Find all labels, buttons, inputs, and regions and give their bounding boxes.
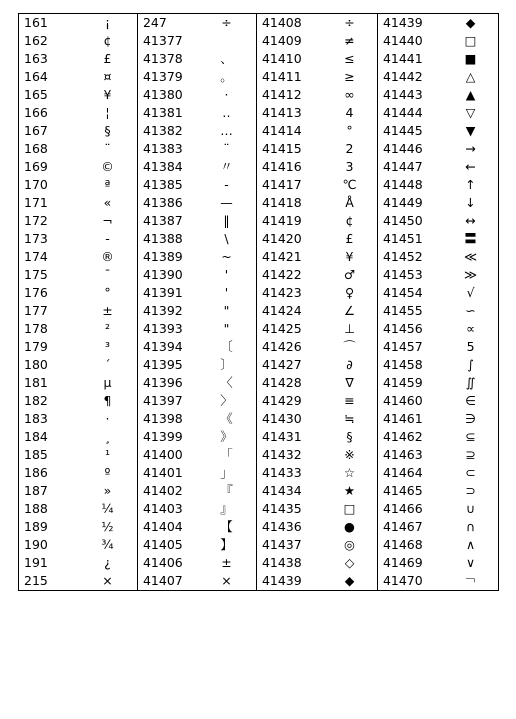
- char-code-cell: 41435: [256, 500, 322, 518]
- table-row: [19, 284, 499, 302]
- char-symbol-cell: 〉: [197, 392, 256, 410]
- char-symbol-cell: ∇: [322, 374, 377, 392]
- char-symbol-cell: 〓: [443, 230, 498, 248]
- char-code-cell: 41432: [256, 446, 322, 464]
- char-code-cell: 41382: [137, 122, 196, 140]
- table-row: [19, 266, 499, 284]
- char-symbol-cell: §: [78, 122, 137, 140]
- char-symbol-cell: ∠: [322, 302, 377, 320]
- char-symbol-cell: ∽: [443, 302, 498, 320]
- char-symbol-cell: ∝: [443, 320, 498, 338]
- char-symbol-cell: £: [322, 230, 377, 248]
- char-code-cell: 182: [19, 392, 78, 410]
- char-symbol-cell: √: [443, 284, 498, 302]
- char-symbol-cell: 〈: [197, 374, 256, 392]
- char-code-cell: 41420: [256, 230, 322, 248]
- table-row: [19, 212, 499, 230]
- char-code-cell: 189: [19, 518, 78, 536]
- char-code-cell: 215: [19, 572, 78, 591]
- char-symbol-cell: △: [443, 68, 498, 86]
- table-row: [19, 446, 499, 464]
- char-code-cell: 41405: [137, 536, 196, 554]
- char-symbol-cell: ¤: [78, 68, 137, 86]
- char-code-cell: 41428: [256, 374, 322, 392]
- char-code-cell: 41377: [137, 32, 196, 50]
- char-symbol-cell: ¬: [78, 212, 137, 230]
- char-code-cell: 41386: [137, 194, 196, 212]
- char-code-cell: 41445: [377, 122, 443, 140]
- char-symbol-cell: ∫: [443, 356, 498, 374]
- table-row: [19, 554, 499, 572]
- char-symbol-cell: ◆: [443, 14, 498, 33]
- char-code-cell: 171: [19, 194, 78, 212]
- char-code-cell: 163: [19, 50, 78, 68]
- char-symbol-cell: ℃: [322, 176, 377, 194]
- char-symbol-cell: 《: [197, 410, 256, 428]
- char-code-cell: 41406: [137, 554, 196, 572]
- char-symbol-cell: [197, 32, 256, 50]
- char-symbol-cell: 2: [322, 140, 377, 158]
- char-code-cell: 41410: [256, 50, 322, 68]
- char-code-cell: 41419: [256, 212, 322, 230]
- char-code-cell: 41426: [256, 338, 322, 356]
- char-code-cell: 247: [137, 14, 196, 33]
- table-row: [19, 122, 499, 140]
- table-row: [19, 68, 499, 86]
- char-symbol-cell: 》: [197, 428, 256, 446]
- char-code-cell: 179: [19, 338, 78, 356]
- char-code-cell: 41411: [256, 68, 322, 86]
- char-code-cell: 41379: [137, 68, 196, 86]
- char-symbol-cell: ½: [78, 518, 137, 536]
- char-code-cell: 41464: [377, 464, 443, 482]
- char-symbol-cell: 『: [197, 482, 256, 500]
- char-symbol-cell: ¿: [78, 554, 137, 572]
- char-symbol-cell: —: [197, 194, 256, 212]
- char-code-cell: 41409: [256, 32, 322, 50]
- char-code-cell: 41402: [137, 482, 196, 500]
- char-code-cell: 41462: [377, 428, 443, 446]
- char-code-cell: 41453: [377, 266, 443, 284]
- char-symbol-cell: ÷: [322, 14, 377, 33]
- char-code-cell: 41414: [256, 122, 322, 140]
- char-code-cell: 41407: [137, 572, 196, 591]
- char-symbol-cell: \: [197, 230, 256, 248]
- char-code-cell: 190: [19, 536, 78, 554]
- char-code-cell: 41389: [137, 248, 196, 266]
- char-code-cell: 191: [19, 554, 78, 572]
- char-symbol-cell: ∞: [322, 86, 377, 104]
- char-symbol-cell: ¾: [78, 536, 137, 554]
- char-symbol-cell: 5: [443, 338, 498, 356]
- char-code-cell: 41448: [377, 176, 443, 194]
- table-row: [19, 356, 499, 374]
- char-code-cell: 41381: [137, 104, 196, 122]
- char-symbol-cell: £: [78, 50, 137, 68]
- char-symbol-cell: ◆: [322, 572, 377, 591]
- char-symbol-cell: ￢: [443, 572, 498, 591]
- char-symbol-cell: ▽: [443, 104, 498, 122]
- char-code-cell: 164: [19, 68, 78, 86]
- table-row: [19, 248, 499, 266]
- char-symbol-cell: ': [197, 266, 256, 284]
- char-code-cell: 161: [19, 14, 78, 33]
- char-symbol-cell: ◇: [322, 554, 377, 572]
- char-code-cell: 41444: [377, 104, 443, 122]
- char-symbol-cell: ¢: [78, 32, 137, 50]
- char-symbol-cell: ¼: [78, 500, 137, 518]
- char-code-cell: 41417: [256, 176, 322, 194]
- char-code-cell: 173: [19, 230, 78, 248]
- char-symbol-cell: ↑: [443, 176, 498, 194]
- char-symbol-cell: ≠: [322, 32, 377, 50]
- table-row: [19, 86, 499, 104]
- char-code-cell: 41455: [377, 302, 443, 320]
- char-code-cell: 41440: [377, 32, 443, 50]
- char-symbol-cell: →: [443, 140, 498, 158]
- char-symbol-cell: ∩: [443, 518, 498, 536]
- char-symbol-cell: ♀: [322, 284, 377, 302]
- char-symbol-cell: ‥: [197, 104, 256, 122]
- char-symbol-cell: …: [197, 122, 256, 140]
- char-symbol-cell: ↔: [443, 212, 498, 230]
- char-code-cell: 41424: [256, 302, 322, 320]
- char-code-cell: 41439: [377, 14, 443, 33]
- char-symbol-cell: ¹: [78, 446, 137, 464]
- char-symbol-cell: ‖: [197, 212, 256, 230]
- char-code-cell: 41467: [377, 518, 443, 536]
- char-symbol-cell: ★: [322, 482, 377, 500]
- char-code-cell: 185: [19, 446, 78, 464]
- char-code-cell: 41404: [137, 518, 196, 536]
- char-code-cell: 41422: [256, 266, 322, 284]
- table-row: [19, 50, 499, 68]
- char-code-cell: 174: [19, 248, 78, 266]
- char-symbol-cell: ·: [197, 86, 256, 104]
- table-row: [19, 338, 499, 356]
- char-code-cell: 41395: [137, 356, 196, 374]
- char-symbol-cell: ■: [443, 50, 498, 68]
- char-symbol-cell: ¨: [78, 140, 137, 158]
- char-symbol-cell: ¡: [78, 14, 137, 33]
- char-symbol-cell: ⊇: [443, 446, 498, 464]
- char-symbol-cell: 、: [197, 50, 256, 68]
- char-symbol-cell: 〕: [197, 356, 256, 374]
- table-row: [19, 392, 499, 410]
- char-code-cell: 41463: [377, 446, 443, 464]
- char-code-cell: 41397: [137, 392, 196, 410]
- char-symbol-cell: ⊂: [443, 464, 498, 482]
- char-code-cell: 41394: [137, 338, 196, 356]
- char-symbol-cell: ∋: [443, 410, 498, 428]
- char-code-cell: 175: [19, 266, 78, 284]
- char-code-cell: 184: [19, 428, 78, 446]
- char-symbol-cell: ♂: [322, 266, 377, 284]
- char-symbol-cell: ª: [78, 176, 137, 194]
- char-code-cell: 41399: [137, 428, 196, 446]
- char-symbol-cell: -: [78, 230, 137, 248]
- char-symbol-cell: Å: [322, 194, 377, 212]
- char-code-cell: 41468: [377, 536, 443, 554]
- char-symbol-cell: º: [78, 464, 137, 482]
- char-code-cell: 41433: [256, 464, 322, 482]
- char-symbol-cell: ≪: [443, 248, 498, 266]
- char-code-cell: 181: [19, 374, 78, 392]
- char-symbol-cell: 【: [197, 518, 256, 536]
- char-symbol-cell: °: [78, 284, 137, 302]
- char-symbol-cell: ®: [78, 248, 137, 266]
- char-symbol-cell: ¢: [322, 212, 377, 230]
- char-code-cell: 41391: [137, 284, 196, 302]
- char-symbol-cell: □: [322, 500, 377, 518]
- char-symbol-cell: ∧: [443, 536, 498, 554]
- char-symbol-cell: ¥: [322, 248, 377, 266]
- char-code-cell: 167: [19, 122, 78, 140]
- char-code-cell: 41396: [137, 374, 196, 392]
- table-row: [19, 302, 499, 320]
- char-code-cell: 41390: [137, 266, 196, 284]
- table-row: [19, 140, 499, 158]
- char-code-cell: 41456: [377, 320, 443, 338]
- char-code-cell: 41429: [256, 392, 322, 410]
- char-code-cell: 41413: [256, 104, 322, 122]
- char-code-cell: 41457: [377, 338, 443, 356]
- char-symbol-cell: ±: [78, 302, 137, 320]
- char-symbol-cell: ∂: [322, 356, 377, 374]
- char-code-cell: 41415: [256, 140, 322, 158]
- char-code-cell: 169: [19, 158, 78, 176]
- char-code-cell: 41418: [256, 194, 322, 212]
- char-symbol-cell: ´: [78, 356, 137, 374]
- char-symbol-cell: ±: [197, 554, 256, 572]
- char-code-cell: 166: [19, 104, 78, 122]
- char-code-cell: 41425: [256, 320, 322, 338]
- table-row: [19, 410, 499, 428]
- char-code-cell: 41452: [377, 248, 443, 266]
- char-code-cell: 177: [19, 302, 78, 320]
- table-row: [19, 194, 499, 212]
- char-code-cell: 41438: [256, 554, 322, 572]
- char-code-cell: 41446: [377, 140, 443, 158]
- char-symbol-cell: ※: [322, 446, 377, 464]
- table-row: [19, 500, 499, 518]
- char-code-cell: 41423: [256, 284, 322, 302]
- table-row: [19, 572, 499, 591]
- char-code-cell: 41427: [256, 356, 322, 374]
- table-row: [19, 14, 499, 33]
- char-code-cell: 41431: [256, 428, 322, 446]
- char-code-cell: 41460: [377, 392, 443, 410]
- char-code-cell: 41466: [377, 500, 443, 518]
- char-symbol-cell: ↓: [443, 194, 498, 212]
- char-code-cell: 41412: [256, 86, 322, 104]
- char-symbol-cell: ≤: [322, 50, 377, 68]
- char-symbol-cell: ³: [78, 338, 137, 356]
- char-symbol-cell: ": [197, 320, 256, 338]
- char-code-cell: 187: [19, 482, 78, 500]
- table-row: [19, 374, 499, 392]
- char-symbol-cell: ≫: [443, 266, 498, 284]
- char-symbol-cell: µ: [78, 374, 137, 392]
- char-code-cell: 168: [19, 140, 78, 158]
- char-symbol-cell: ~: [197, 248, 256, 266]
- char-code-cell: 41465: [377, 482, 443, 500]
- char-code-cell: 41437: [256, 536, 322, 554]
- char-code-cell: 41450: [377, 212, 443, 230]
- char-symbol-cell: ←: [443, 158, 498, 176]
- char-symbol-cell: ▲: [443, 86, 498, 104]
- char-symbol-cell: ": [197, 302, 256, 320]
- char-symbol-cell: ¥: [78, 86, 137, 104]
- char-code-cell: 41388: [137, 230, 196, 248]
- char-symbol-cell: 」: [197, 464, 256, 482]
- table-row: [19, 518, 499, 536]
- char-code-cell: 41392: [137, 302, 196, 320]
- char-code-cell: 41449: [377, 194, 443, 212]
- char-symbol-cell: °: [322, 122, 377, 140]
- char-code-cell: 41442: [377, 68, 443, 86]
- table-row: [19, 428, 499, 446]
- char-symbol-cell: 〃: [197, 158, 256, 176]
- char-symbol-cell: ¨: [197, 140, 256, 158]
- char-code-cell: 165: [19, 86, 78, 104]
- char-code-cell: 41458: [377, 356, 443, 374]
- char-code-cell: 41400: [137, 446, 196, 464]
- char-code-cell: 41385: [137, 176, 196, 194]
- char-code-cell: 41451: [377, 230, 443, 248]
- char-symbol-cell: «: [78, 194, 137, 212]
- code-table-body: [19, 14, 499, 591]
- table-row: [19, 32, 499, 50]
- char-code-cell: 41439: [256, 572, 322, 591]
- table-row: [19, 176, 499, 194]
- char-code-cell: 41469: [377, 554, 443, 572]
- char-code-cell: 41393: [137, 320, 196, 338]
- char-symbol-cell: ²: [78, 320, 137, 338]
- table-row: [19, 158, 499, 176]
- char-code-cell: 188: [19, 500, 78, 518]
- char-symbol-cell: ◎: [322, 536, 377, 554]
- char-symbol-cell: ×: [197, 572, 256, 591]
- char-symbol-cell: ⊆: [443, 428, 498, 446]
- char-code-cell: 41441: [377, 50, 443, 68]
- char-symbol-cell: □: [443, 32, 498, 50]
- char-code-cell: 41436: [256, 518, 322, 536]
- char-code-cell: 41447: [377, 158, 443, 176]
- char-symbol-cell: »: [78, 482, 137, 500]
- char-symbol-cell: -: [197, 176, 256, 194]
- char-symbol-cell: ☆: [322, 464, 377, 482]
- char-symbol-cell: ÷: [197, 14, 256, 33]
- char-symbol-cell: ¦: [78, 104, 137, 122]
- char-symbol-cell: ×: [78, 572, 137, 591]
- char-symbol-cell: ': [197, 284, 256, 302]
- char-code-cell: 41403: [137, 500, 196, 518]
- char-code-cell: 41421: [256, 248, 322, 266]
- char-symbol-cell: ·: [78, 410, 137, 428]
- char-symbol-cell: ∨: [443, 554, 498, 572]
- char-code-cell: 41454: [377, 284, 443, 302]
- char-code-cell: 186: [19, 464, 78, 482]
- char-code-cell: 162: [19, 32, 78, 50]
- table-row: [19, 482, 499, 500]
- char-symbol-cell: ⊃: [443, 482, 498, 500]
- char-symbol-cell: 4: [322, 104, 377, 122]
- char-code-cell: 172: [19, 212, 78, 230]
- char-code-cell: 41398: [137, 410, 196, 428]
- char-code-cell: 41443: [377, 86, 443, 104]
- table-row: [19, 230, 499, 248]
- char-symbol-cell: ¶: [78, 392, 137, 410]
- char-code-cell: 41408: [256, 14, 322, 33]
- char-symbol-cell: 「: [197, 446, 256, 464]
- char-symbol-cell: ©: [78, 158, 137, 176]
- char-code-cell: 41378: [137, 50, 196, 68]
- char-symbol-cell: ∈: [443, 392, 498, 410]
- char-code-cell: 41461: [377, 410, 443, 428]
- char-code-cell: 41470: [377, 572, 443, 591]
- char-code-cell: 41401: [137, 464, 196, 482]
- char-code-cell: 41380: [137, 86, 196, 104]
- character-code-table: [18, 13, 499, 591]
- char-symbol-cell: ≥: [322, 68, 377, 86]
- char-symbol-cell: 】: [197, 536, 256, 554]
- char-code-cell: 183: [19, 410, 78, 428]
- char-symbol-cell: ●: [322, 518, 377, 536]
- char-code-cell: 41384: [137, 158, 196, 176]
- table-row: [19, 536, 499, 554]
- char-code-cell: 41383: [137, 140, 196, 158]
- char-symbol-cell: ¯: [78, 266, 137, 284]
- char-symbol-cell: ∬: [443, 374, 498, 392]
- char-symbol-cell: ≒: [322, 410, 377, 428]
- char-code-cell: 41416: [256, 158, 322, 176]
- char-symbol-cell: ∪: [443, 500, 498, 518]
- char-symbol-cell: ≡: [322, 392, 377, 410]
- char-code-cell: 178: [19, 320, 78, 338]
- char-code-cell: 41434: [256, 482, 322, 500]
- char-symbol-cell: §: [322, 428, 377, 446]
- char-symbol-cell: 。: [197, 68, 256, 86]
- char-symbol-cell: ▼: [443, 122, 498, 140]
- char-code-cell: 176: [19, 284, 78, 302]
- char-symbol-cell: ¸: [78, 428, 137, 446]
- table-row: [19, 104, 499, 122]
- char-symbol-cell: ⊥: [322, 320, 377, 338]
- char-symbol-cell: 3: [322, 158, 377, 176]
- table-row: [19, 320, 499, 338]
- char-code-cell: 170: [19, 176, 78, 194]
- char-code-cell: 41387: [137, 212, 196, 230]
- char-code-cell: 180: [19, 356, 78, 374]
- char-symbol-cell: 』: [197, 500, 256, 518]
- char-code-cell: 41459: [377, 374, 443, 392]
- char-code-cell: 41430: [256, 410, 322, 428]
- char-symbol-cell: 〔: [197, 338, 256, 356]
- table-row: [19, 464, 499, 482]
- char-symbol-cell: ⌒: [322, 338, 377, 356]
